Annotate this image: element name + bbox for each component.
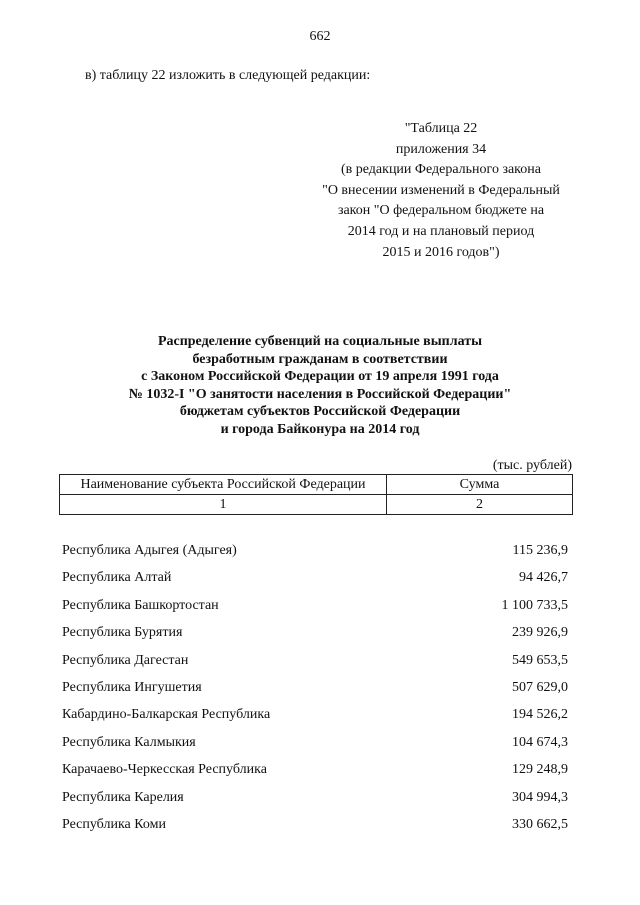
row-value: 239 926,9	[512, 625, 568, 641]
table-header	[59, 474, 573, 515]
row-name: Республика Бурятия	[62, 625, 183, 641]
table-row	[60, 817, 568, 844]
annex-reference	[296, 119, 586, 263]
row-name: Республика Калмыкия	[62, 734, 196, 750]
row-name: Республика Башкортостан	[62, 597, 219, 613]
row-name: Республика Коми	[62, 816, 166, 832]
table-row	[60, 653, 568, 680]
header-row	[60, 475, 573, 495]
row-name: Кабардино-Балкарская Республика	[62, 707, 271, 723]
annex-line: 2015 и 2016 годов")	[382, 244, 500, 260]
row-name: Республика Адыгея (Адыгея)	[62, 543, 237, 558]
table-row	[60, 598, 568, 625]
header-col-number-1: 1	[60, 495, 387, 515]
table-row	[60, 680, 568, 707]
row-value: 304 994,3	[512, 789, 568, 805]
row-value: 507 629,0	[512, 679, 568, 695]
annex-line: закон "О федеральном бюджете на	[337, 203, 545, 219]
annex-line: "Таблица 22	[404, 121, 478, 136]
row-name: Республика Карелия	[62, 789, 184, 805]
header-number-row	[60, 495, 573, 515]
row-value: 1 100 733,5	[501, 597, 568, 613]
row-value: 330 662,5	[512, 816, 568, 832]
table-row	[60, 625, 568, 652]
row-name: Карачаево-Черкесская Республика	[62, 762, 267, 778]
document-title	[70, 333, 570, 439]
table-row	[60, 762, 568, 789]
table-row	[60, 707, 568, 734]
row-value: 94 426,7	[519, 570, 568, 586]
annex-line: приложения 34	[395, 141, 487, 157]
header-col-name: Наименование субъекта Российской Федерации	[60, 475, 387, 495]
title-line: и города Байконура на 2014 год	[220, 421, 420, 437]
title-line: бюджетам субъектов Российской Федерации	[179, 404, 461, 420]
row-name: Республика Ингушетия	[62, 679, 202, 695]
row-value: 104 674,3	[512, 734, 568, 750]
row-name: Республика Дагестан	[62, 652, 189, 668]
row-value: 549 653,5	[512, 652, 568, 668]
row-value: 194 526,2	[512, 707, 568, 723]
annex-line: 2014 год и на плановый период	[347, 223, 535, 239]
intro-text: в) таблицу 22 изложить в следующей редакции:	[85, 68, 371, 83]
table-body	[60, 543, 568, 844]
table-row	[60, 735, 568, 762]
row-value: 129 248,9	[512, 762, 568, 778]
title-line: Распределение субвенций на социальные выплаты	[157, 334, 483, 349]
title-line: безработным гражданам в соответствии	[192, 351, 448, 367]
header-col-sum: Сумма	[387, 475, 573, 495]
row-value: 115 236,9	[512, 543, 568, 558]
table-row	[60, 790, 568, 817]
title-line: № 1032-I "О занятости населения в Российской Федерации"	[128, 386, 512, 402]
title-line: с Законом Российской Федерации от 19 апреля 1991 года	[141, 369, 499, 385]
header-col-number-2: 2	[387, 495, 573, 515]
annex-line: "О внесении изменений в Федеральный	[322, 182, 560, 198]
row-name: Республика Алтай	[62, 570, 172, 586]
units-label: (тыс. рублей)	[492, 458, 572, 473]
table-row	[60, 543, 568, 570]
table-row	[60, 570, 568, 597]
annex-line: (в редакции Федерального закона	[341, 162, 541, 178]
page-number: 662	[309, 29, 331, 44]
